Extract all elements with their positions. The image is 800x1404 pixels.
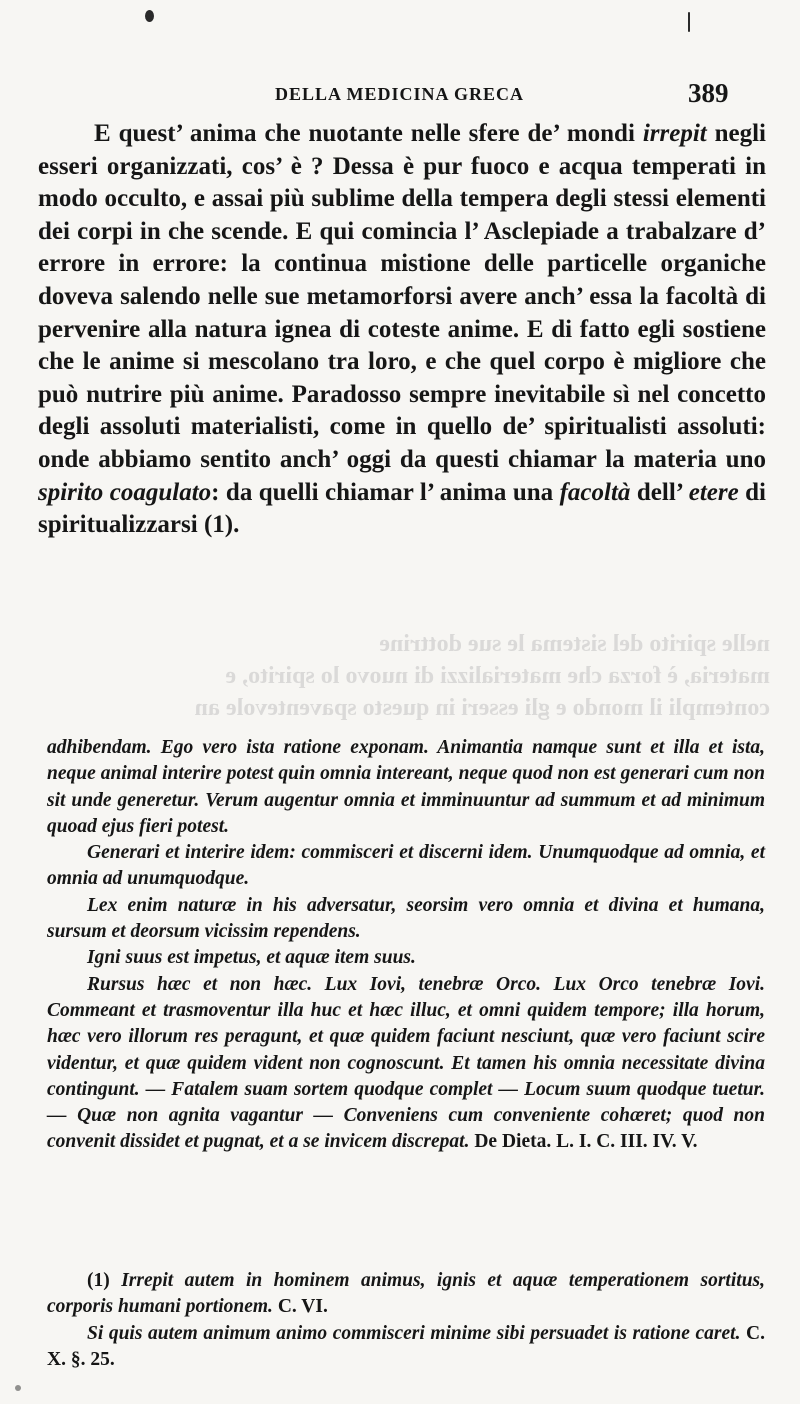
main-paragraph bbox=[38, 118, 766, 542]
ink-speck bbox=[15, 1385, 21, 1391]
body-text: negli esseri organizzati, cos’ è ? Dessa è pur fuoco e acqua temperati in modo occulto, e assai più sublime della tempera degli stessi elementi dei corpi in che scende. E qui comincia l’ Asclepiade a trabalzare d’ errore in errore: la continua mistione delle particelle organiche doveva salendo nelle sue metamorforsi avere anch’ essa la facoltà di pervenire alla natura ignea di coteste anime. E di fatto egli sostiene che le anime si mescolano tra loro, e che quel corpo è migliore che può nutrire più anime. Paradosso sempre inevitabile sì nel concetto degli assoluti materialisti, come in quello de’ spiritualisti assoluti: onde abbiamo sentito anch’ oggi da questi chiamar la materia uno bbox=[38, 120, 767, 473]
latin-paragraph-5-text: Rursus hæc et non hæc. Lux Iovi, tenebræ Orco. Lux Orco tenebræ Iovi. Commeant et trasmoventur illa huc et hæc illuc, et omni quidem tempore; illa horum, hæc vero illorum res peragunt, et quæ quidem faciunt nesciunt, quæ vero faciunt scire videntur, et quæ quidem vident non cognoscunt. Et tamen his omnia necessitate divina contingunt. — Fatalem suam sortem quodque complet — Locum suum quodque tuetur. — Quæ non agnita vagantur — Conveniens cum conveniente cohæret; quod non convenit dissidet et pugnat, et a se invicem discrepat. bbox=[47, 973, 765, 1153]
footnotes bbox=[47, 1268, 765, 1373]
latin-quotation bbox=[47, 735, 765, 1156]
body-text-end: di spiritualizzarsi (1). bbox=[38, 478, 766, 539]
body-text-dell: dell’ bbox=[630, 478, 689, 506]
italic-irrepit: irrepit bbox=[642, 120, 707, 147]
footnote-marker: (1) bbox=[87, 1270, 122, 1291]
latin-paragraph-5 bbox=[47, 972, 765, 1156]
italic-etere: etere bbox=[688, 478, 739, 506]
italic-spirito-coagulato: spirito coagulato bbox=[38, 478, 212, 506]
page-number: 389 bbox=[688, 78, 729, 108]
footnote-1 bbox=[47, 1268, 765, 1321]
latin-paragraph-3: Lex enim naturæ in his adversatur, seorsim vero omnia et divina et humana, sursum et deorsum vicissim rependens. bbox=[47, 894, 765, 943]
ink-speck bbox=[145, 10, 154, 22]
body-text-line1: E quest’ anima che nuotante nelle sfere de’ mondi bbox=[94, 120, 635, 147]
bleed-through-text: nelle spirito del sistema le sue dottrine materia, è forza che materializzi di nuovo lo spirito, e contempli il mondo e gli esseri in questo spaventevole an bbox=[194, 631, 770, 720]
footnote-2 bbox=[47, 1321, 765, 1374]
latin-paragraph-2: Generari et interire idem: commisceri et discerni idem. Unumquodque ad omnia, et omnia ad unumquodque. bbox=[47, 842, 765, 890]
footnote-2-citation: C. X. §. 25. bbox=[47, 1322, 765, 1370]
latin-paragraph-1: adhibendam. Ego vero ista ratione exponam. Animantia namque sunt et illa et ista, neque animal interire potest quin omnia intereant, neque quod non est generari cum non sit unde generetur. Verum augentur omnia et imminuuntur ad summum et ad minimum quoad ejus fieri potest. bbox=[47, 737, 765, 837]
page-header bbox=[0, 78, 800, 118]
running-title: DELLA MEDICINA GRECA bbox=[275, 84, 525, 104]
ink-speck bbox=[688, 12, 690, 32]
footnote-1-text: Irrepit autem in hominem animus, ignis et aquæ temperationem sortitus, corporis humani portionem. bbox=[47, 1270, 765, 1318]
body-text-mid: : da quelli chiamar l’ anima una bbox=[211, 478, 560, 506]
latin-paragraph-4: Igni suus est impetus, et aquæ item suus. bbox=[87, 947, 416, 969]
footnote-1-citation: C. VI. bbox=[277, 1296, 328, 1318]
footnote-2-text: Si quis autem animum animo commisceri minime sibi persuadet is ratione caret. bbox=[87, 1322, 747, 1344]
italic-facolta: facoltà bbox=[559, 478, 631, 506]
citation-de-dieta: De Dieta. L. I. C. III. IV. V. bbox=[474, 1131, 698, 1153]
body-paragraph bbox=[38, 118, 766, 542]
